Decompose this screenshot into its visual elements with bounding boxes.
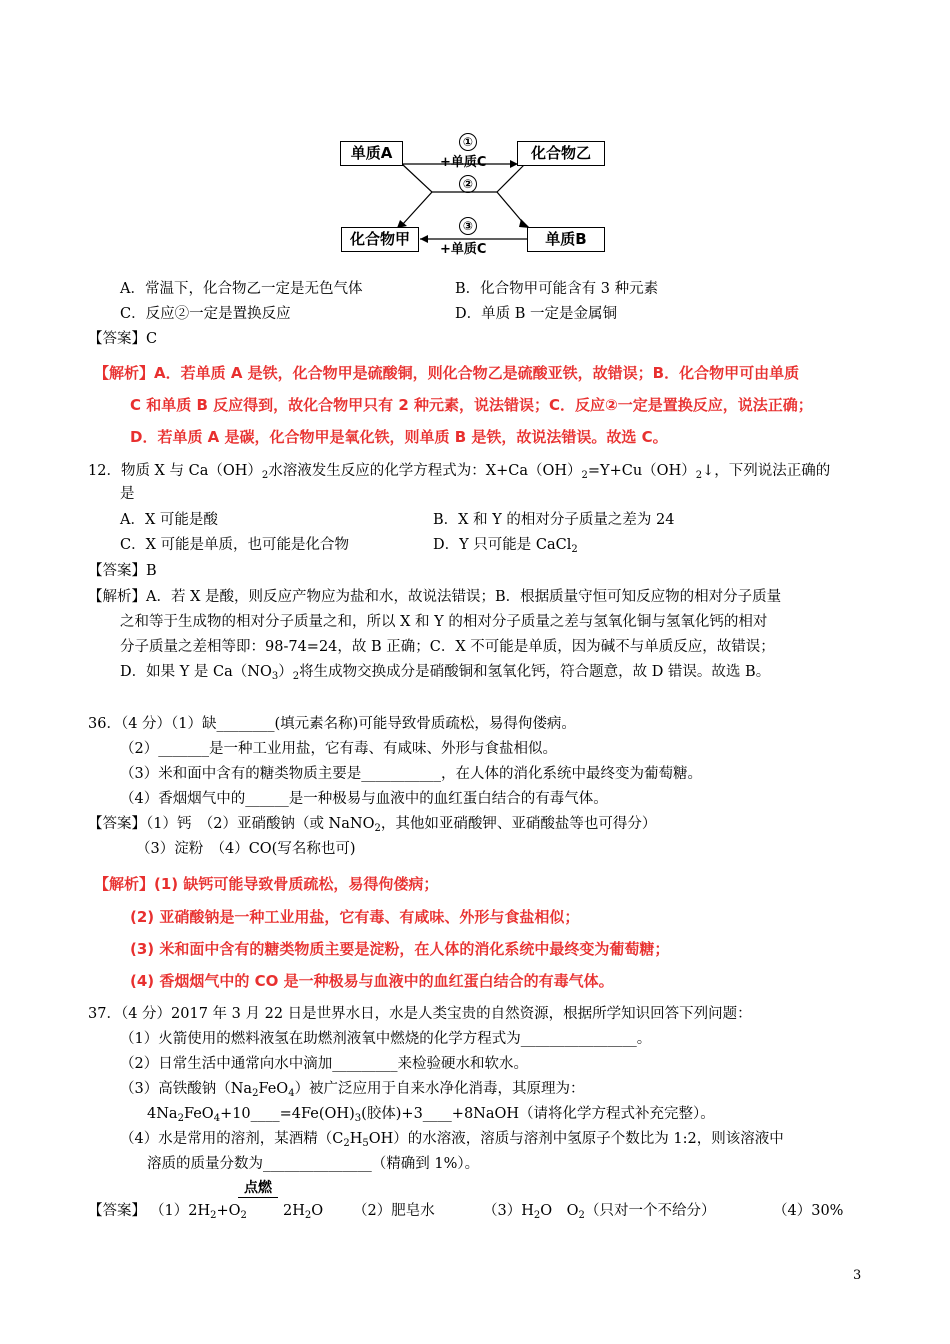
q36-stem-3: （3）米和面中含有的糖类物质主要是___________，在人体的消化系统中最终变为葡萄糖。 — [120, 766, 702, 782]
box-compound-jia: 化合物甲 — [341, 227, 419, 252]
q11-option-d: D．单质 B 一定是金属铜 — [455, 306, 617, 322]
q12-answer: 【答案】B — [88, 563, 157, 579]
q12-option-c: C．X 可能是单质，也可能是化合物 — [120, 537, 350, 553]
q12-option-d: D．Y 只可能是 CaCl$_2$ — [433, 537, 578, 555]
q36-answer-line-2: （3）淀粉 （4）CO(写名称也可) — [136, 841, 356, 857]
q12-analysis-line-3: 分子质量之差相等即：98-74=24，故 B 正确；C．X 不可能是单质，因为碱不与单质反应，故错误； — [120, 639, 775, 655]
box-element-a: 单质A — [340, 141, 403, 166]
q12-option-a: A．X 可能是酸 — [120, 512, 218, 528]
q36-analysis-line-4: (4) 香烟烟气中的 CO 是一种极易与血液中的血红蛋白结合的有毒气体。 — [130, 972, 614, 990]
q37-stem-5: （4）水是常用的溶剂，某酒精$(C_2H_5OH)$的水溶液，溶质与溶剂中氢原子个数比为 1:2，则该溶液中 — [120, 1131, 784, 1149]
q12-stem-line-2: 是 — [120, 486, 135, 502]
q12-stem: 12．物质 X 与 $Ca(OH)_2$水溶液发生反应的化学方程式为：$X+Ca(OH)_2=Y+Cu(OH)_2↓$，下列说法正确的 — [88, 463, 831, 481]
ignite-condition: 点燃 — [244, 1180, 272, 1196]
q12-analysis-line-4: D．如果 Y 是 $Ca(NO_3)_2$将生成物交换成分是硝酸铜和氢氧化钙，符合题意，故 D 错误。故选 B。 — [120, 664, 771, 682]
step-2: ② — [459, 175, 477, 193]
box-element-b: 单质B — [527, 227, 605, 252]
step-3-label: +单质C — [440, 242, 487, 257]
q11-analysis-line-1: 【解析】A．若单质 A 是铁，化合物甲是硫酸铜，则化合物乙是硫酸亚铁，故错误；B．化合物甲可由单质 — [94, 364, 800, 382]
q12-analysis-line-2: 之和等于生成物的相对分子质量之和，所以 X 和 Y 的相对分子质量之差与氢氧化铜与氢氧化钙的相对 — [120, 614, 768, 630]
page-number: 3 — [853, 1268, 862, 1283]
q37-stem-2: （1）火箭使用的燃料液氢在助燃剂液氧中燃烧的化学方程式为________________。 — [120, 1031, 652, 1047]
step-1: ① — [459, 133, 477, 151]
q36-analysis-line-2: (2) 亚硝酸钠是一种工业用盐，它有毒、有咸味、外形与食盐相似； — [130, 908, 580, 926]
q37-stem-6: 溶质的质量分数为_______________（精确到 1%）。 — [147, 1156, 480, 1172]
box-compound-yi: 化合物乙 — [517, 141, 605, 166]
q12-analysis-line-1: 【解析】A．若 X 是酸，则反应产物应为盐和水，故说法错误；B．根据质量守恒可知反应物的相对分子质量 — [88, 589, 782, 605]
q37-answer-3: $(3)H_2O$ $O_2$ — [483, 1203, 585, 1221]
q11-option-c: C．反应②一定是置换反应 — [120, 306, 291, 322]
step-3: ③ — [459, 217, 477, 235]
q36-answer: 【答案】（1）钙 （2）亚硝酸钠（或 NaNO$_2$，其他如亚硝酸钾、亚硝酸盐等也可得分） — [88, 816, 657, 834]
q12-option-b: B．X 和 Y 的相对分子质量之差为 24 — [433, 512, 675, 528]
q11-analysis-line-2: C 和单质 B 反应得到，故化合物甲只有 2 种元素，说法错误；C．反应②一定是置换反应，说法正确； — [130, 396, 813, 414]
equation-line — [238, 1197, 278, 1198]
q11-option-b: B．化合物甲可能含有 3 种元素 — [455, 281, 659, 297]
q37-stem-1: 37．（4 分）2017 年 3 月 22 日是世界水日，水是人类宝贵的自然资源，根据所学知识回答下列问题： — [88, 1006, 752, 1022]
q36-stem-1: 36．（4 分）（1）缺________(填元素名称)可能导致骨质疏松，易得佝偻病。 — [88, 716, 576, 732]
q37-answer-4: （4）30% — [773, 1203, 844, 1219]
q36-stem-4: （4）香烟烟气中的______是一种极易与血液中的血红蛋白结合的有毒气体。 — [120, 791, 608, 807]
q11-analysis-line-3: D．若单质 A 是碳，化合物甲是氧化铁，则单质 B 是铁，故说法错误。故选 C。 — [130, 428, 668, 446]
q37-stem-3: （2）日常生活中通常向水中滴加_________来检验硬水和软水。 — [120, 1056, 528, 1072]
q36-stem-2: （2）_______是一种工业用盐，它有毒、有咸味、外形与食盐相似。 — [120, 741, 557, 757]
q36-analysis-line-3: (3) 米和面中含有的糖类物质主要是淀粉，在人体的消化系统中最终变为葡萄糖； — [130, 940, 670, 958]
q37-answer-2: （2）肥皂水 — [353, 1203, 435, 1219]
q11-answer: 【答案】C — [88, 331, 158, 347]
q37-answer-1-product: $2H_2O$ — [283, 1203, 324, 1221]
q37-answer-1: $(1)2H_2+O_2$ — [150, 1203, 247, 1221]
q37-answer-tag: 【答案】 — [88, 1203, 146, 1219]
q37-answer-3-note: （只对一个不给分） — [585, 1203, 716, 1219]
q37-stem-4: （3）高铁酸钠$(Na_2FeO_4)$被广泛应用于自来水净化消毒，其原理为： — [120, 1081, 585, 1099]
q36-analysis-line-1: 【解析】(1) 缺钙可能导致骨质疏松，易得佝偻病； — [94, 875, 439, 893]
q11-option-a: A．常温下，化合物乙一定是无色气体 — [120, 281, 363, 297]
q37-equation: $4Na_2FeO_4+10\_\_\_\_=4Fe(OH)_3$(胶体)+3____+8NaOH（请将化学方程式补充完整）。 — [147, 1106, 715, 1124]
step-1-label: +单质C — [440, 155, 487, 170]
